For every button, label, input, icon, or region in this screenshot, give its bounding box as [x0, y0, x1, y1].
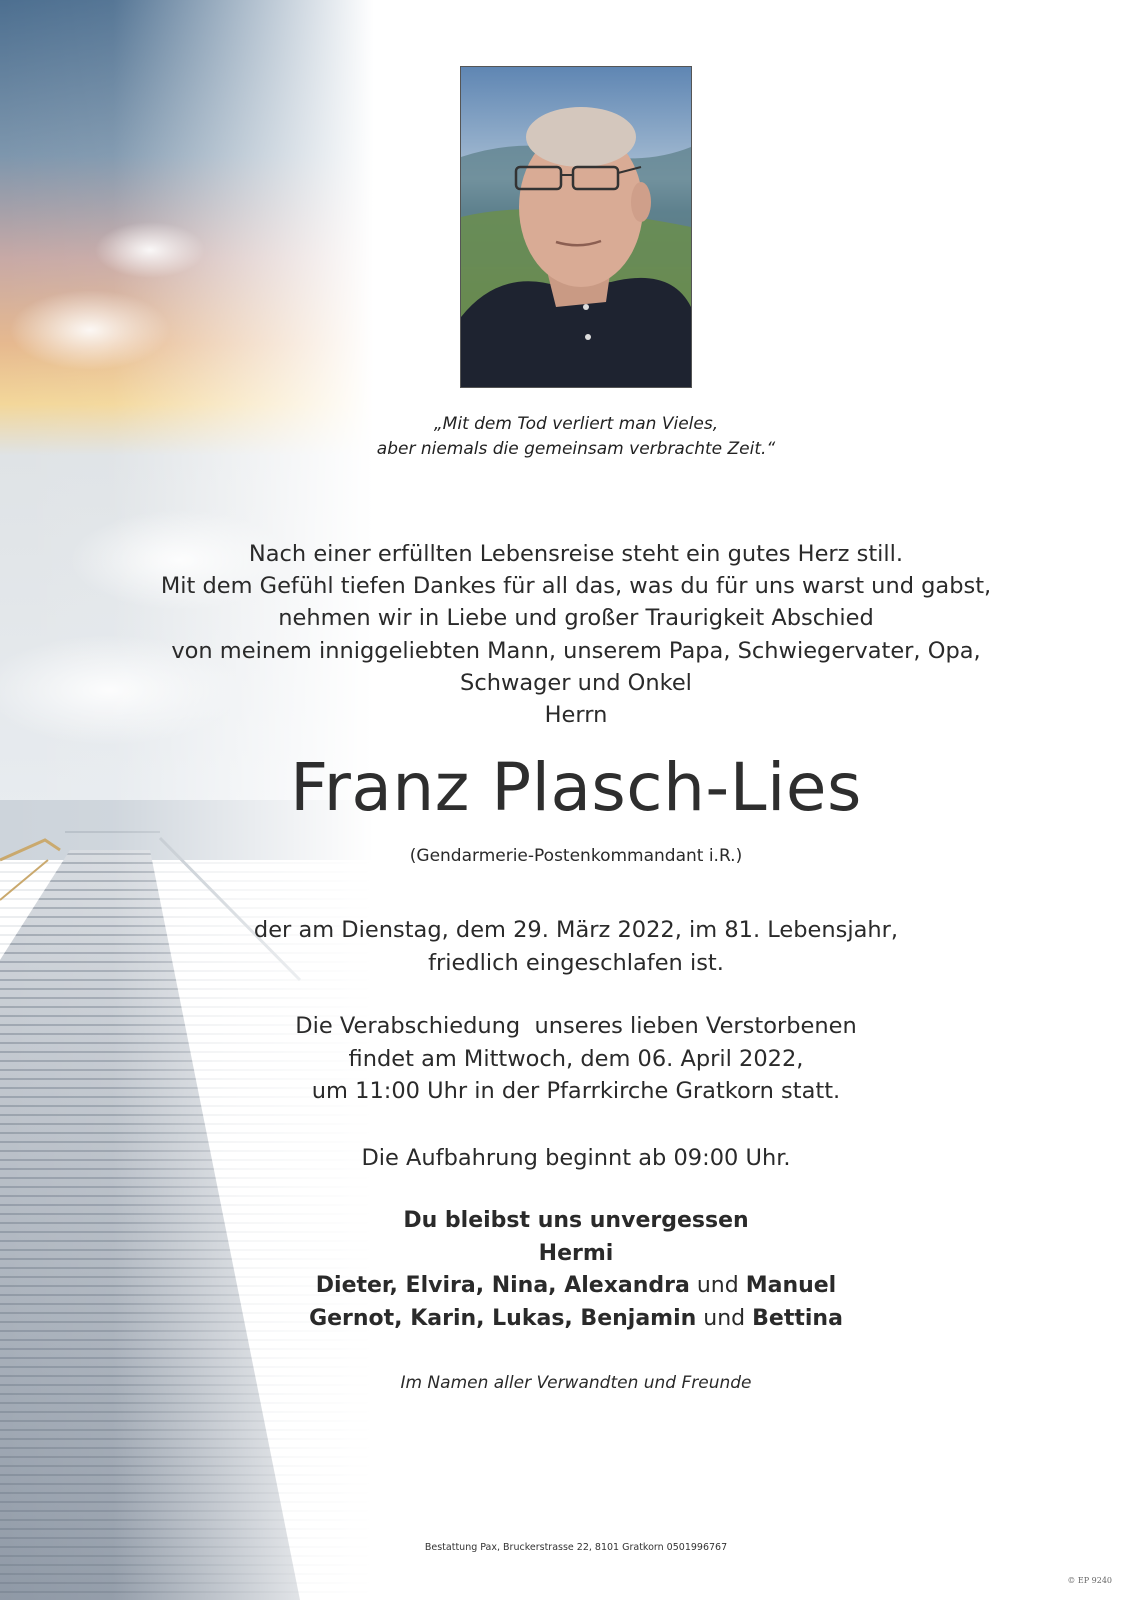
mourners-last: Bettina [752, 1305, 843, 1331]
announcement-line: Nach einer erfüllten Lebensreise steht ein gutes Herz still. [248, 541, 904, 567]
funeral-home-footer: Bestattung Pax, Bruckerstrasse 22, 8101 Gratkorn 0501996767 [424, 1542, 728, 1553]
mourners-conjunction: und [703, 1305, 746, 1331]
portrait-icon [461, 67, 691, 387]
mourners-heading: Du bleibst uns unvergessen [403, 1208, 749, 1233]
mourners-conjunction: und [696, 1273, 739, 1298]
announcement-line: Schwager und Onkel [460, 669, 692, 696]
mourners [120, 1205, 1032, 1335]
mourners-spouse: Hermi [538, 1240, 614, 1266]
mourners-names: Gernot, Karin, Lukas, Benjamin [309, 1305, 697, 1331]
farewell-info [120, 1010, 1032, 1108]
quote [120, 412, 1032, 462]
quote-line: aber niemals die gemeinsam verbrachte Zeit.“ [376, 439, 776, 459]
farewell-line: findet am Mittwoch, dem 06. April 2022, [348, 1045, 804, 1072]
announcement [120, 538, 1032, 731]
mourners-last: Manuel [745, 1273, 837, 1298]
mourners-row [120, 1270, 1032, 1303]
death-info [120, 914, 1032, 979]
death-line: der am Dienstag, dem 29. März 2022, im 81. Lebensjahr, [253, 917, 899, 943]
quote-line: „Mit dem Tod verliert man Vieles, [433, 414, 719, 434]
announcement-line: von meinem inniggeliebten Mann, unserem Papa, Schwiegervater, Opa, [171, 637, 981, 664]
announcement-line: nehmen wir in Liebe und großer Traurigkeit Abschied [278, 605, 874, 632]
announcement-line: Herrn [544, 702, 608, 729]
closing-note: Im Namen aller Verwandten und Freunde [400, 1373, 752, 1393]
farewell-line: Die Verabschiedung unseres lieben Verstorbenen [295, 1013, 857, 1039]
announcement-line: Mit dem Gefühl tiefen Dankes für all das, was du für uns warst und gabst, [160, 573, 992, 600]
portrait-photo [460, 66, 692, 388]
death-line: friedlich eingeschlafen ist. [428, 949, 724, 976]
mourners-row [120, 1303, 1032, 1336]
mourners-names: Dieter, Elvira, Nina, Alexandra [315, 1273, 690, 1298]
viewing-info: Die Aufbahrung beginnt ab 09:00 Uhr. [361, 1145, 791, 1171]
farewell-line: um 11:00 Uhr in der Pfarrkirche Gratkorn statt. [311, 1078, 841, 1104]
deceased-name: Franz Plasch-Lies [290, 749, 862, 826]
document-code: © EP 9240 [1067, 1576, 1112, 1585]
deceased-rank: (Gendarmerie-Postenkommandant i.R.) [409, 846, 743, 866]
